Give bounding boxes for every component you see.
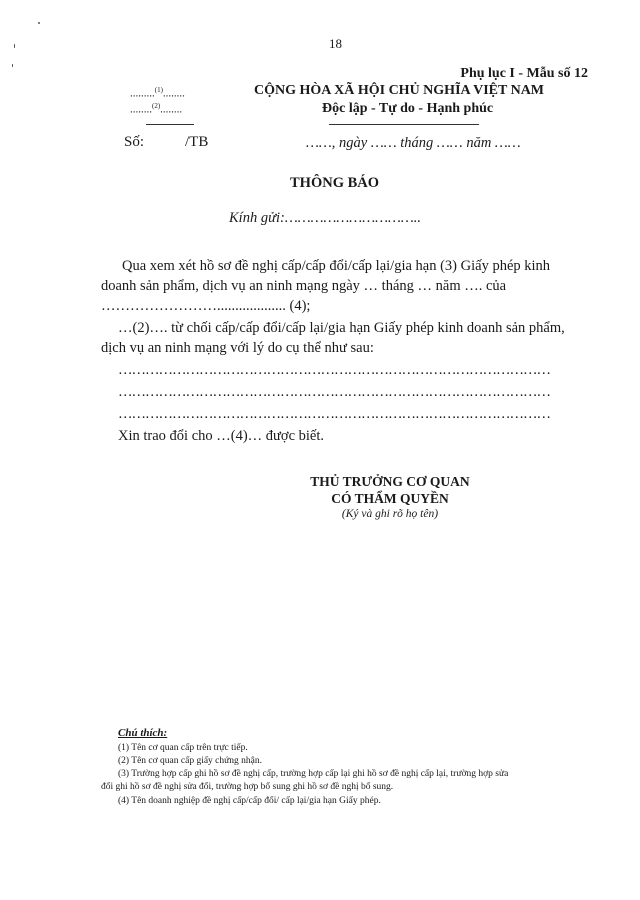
document-number-label: Số:	[124, 134, 145, 150]
paragraph-1-line-1: Qua xem xét hồ sơ đề nghị cấp/cấp đổi/cấp lại/gia hạn (3) Giấy phép kinh	[122, 258, 551, 274]
paragraph-1-line-3: ……………………................... (4);	[101, 298, 311, 314]
issuer-underline	[146, 124, 194, 125]
paragraph-2-line-2: dịch vụ an ninh mạng với lý do cụ thể như sau:	[101, 340, 374, 356]
issuer-dots-post: ........	[160, 103, 183, 116]
notes-title: Chú thích:	[118, 727, 168, 739]
issuer-parent-line	[130, 86, 185, 100]
motto-underline	[329, 124, 479, 125]
document-title: THÔNG BÁO	[290, 175, 380, 191]
paragraph-2-line-1: …(2)…. từ chối cấp/cấp đổi/cấp lại/gia hạn Giấy phép kinh doanh sản phẩm,	[118, 320, 565, 336]
issuer-dots-pre: ........	[130, 103, 152, 116]
issuer-parent-ref: (1)	[154, 86, 163, 94]
closing-line: Xin trao đổi cho …(4)… được biết.	[118, 428, 324, 444]
note-item: đổi ghi hồ sơ đề nghị sửa đổi, trường hợp bổ sung ghi hồ sơ đề nghị bổ sung.	[101, 782, 394, 792]
issuer-line	[130, 102, 182, 116]
reason-dotted-line: ……………………………………………………………………………………	[118, 384, 550, 400]
date-line: ……, ngày …… tháng …… năm ……	[306, 135, 521, 151]
paragraph-1-line-2: doanh sản phẩm, dịch vụ an ninh mạng ngày … tháng … năm …. của	[101, 278, 507, 294]
signer-note: (Ký và ghi rõ họ tên)	[341, 508, 439, 520]
note-item: (2) Tên cơ quan cấp giấy chứng nhận.	[118, 756, 263, 766]
note-item: (4) Tên doanh nghiệp đề nghị cấp/cấp đổi/ cấp lại/gia hạn Giấy phép.	[118, 796, 381, 806]
page-number: 18	[329, 36, 342, 51]
signer-title: THỦ TRƯỞNG CƠ QUAN	[310, 474, 470, 489]
recipient-line: Kính gửi:…………………………..	[229, 210, 422, 226]
appendix-label: Phụ lục I - Mẫu số 12	[460, 66, 588, 81]
reason-dotted-line: ……………………………………………………………………………………	[118, 406, 550, 422]
scan-speck	[14, 44, 15, 48]
issuer-parent-dots-pre: .........	[130, 87, 155, 100]
signer-title-2: CÓ THẨM QUYỀN	[331, 491, 449, 506]
issuer-parent-dots-post: ........	[162, 87, 185, 100]
note-item: (3) Trường hợp cấp ghi hồ sơ đề nghị cấp, trường hợp cấp lại ghi hồ sơ đề nghị cấp lại, trường hợp sửa	[118, 769, 509, 779]
document-number-suffix: /TB	[185, 134, 209, 150]
note-item: (1) Tên cơ quan cấp trên trực tiếp.	[118, 743, 248, 753]
scan-speck	[38, 22, 40, 24]
reason-dotted-line: ……………………………………………………………………………………	[118, 362, 550, 378]
issuer-ref: (2)	[152, 102, 161, 110]
national-title: CỘNG HÒA XÃ HỘI CHỦ NGHĨA VIỆT NAM	[254, 83, 545, 98]
national-motto: Độc lập - Tự do - Hạnh phúc	[322, 101, 494, 116]
scan-speck	[12, 64, 13, 67]
